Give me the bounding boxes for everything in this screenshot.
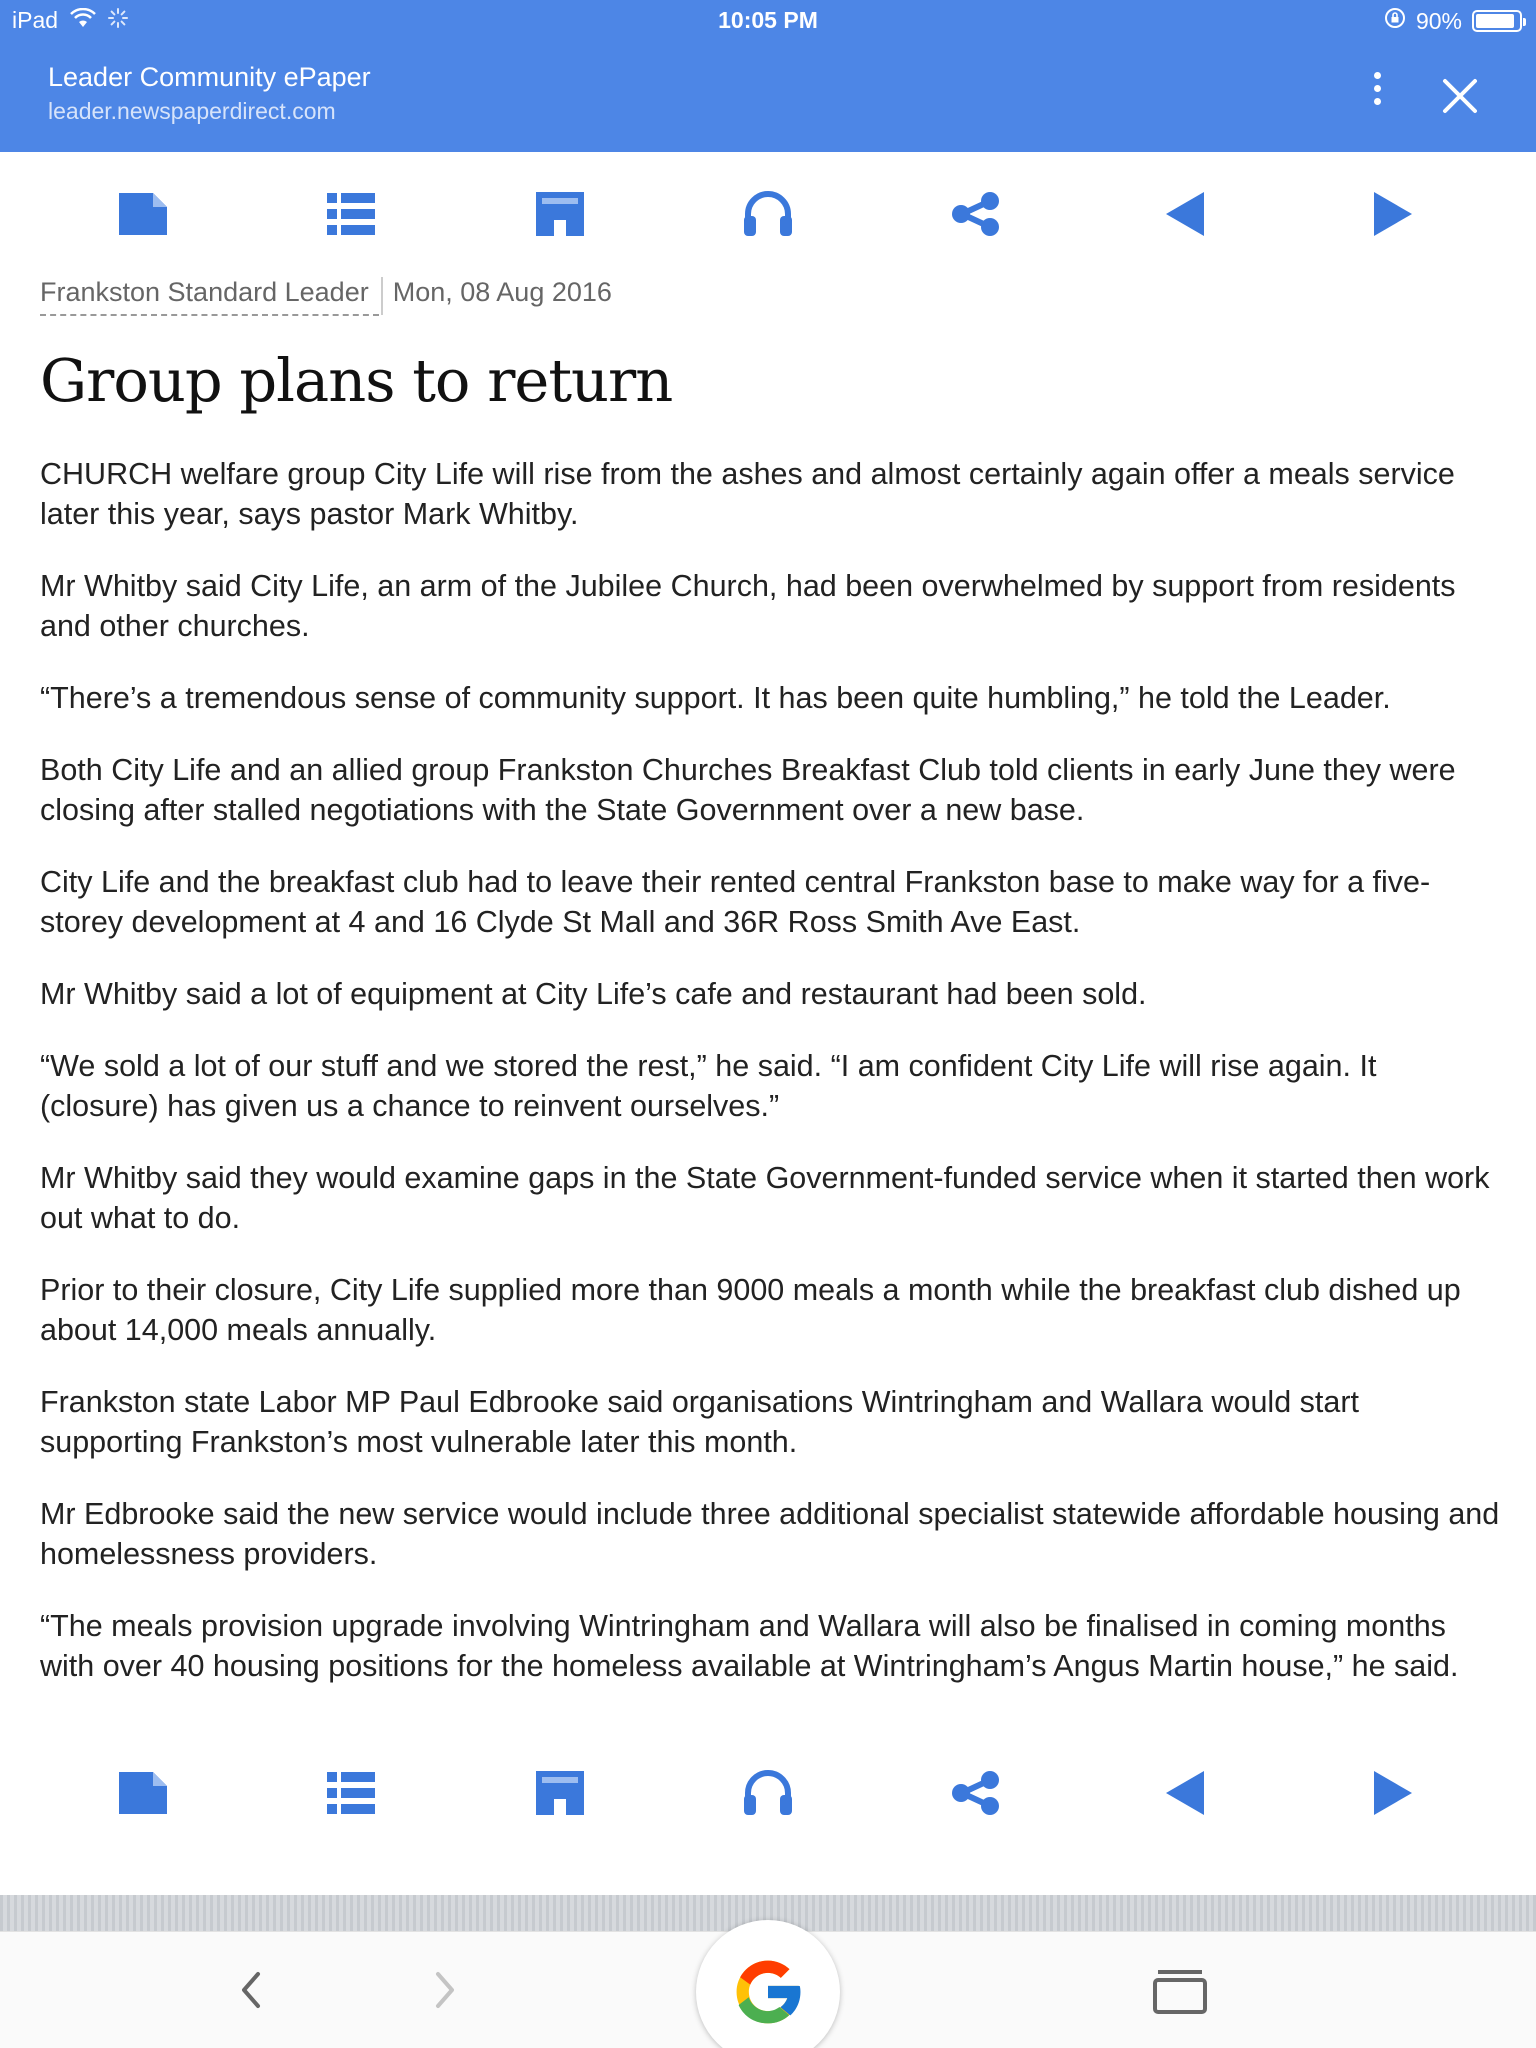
- listen-button[interactable]: [740, 186, 796, 242]
- battery-fill: [1476, 14, 1514, 28]
- close-icon: [1440, 76, 1480, 116]
- previous-arrow-icon: [1164, 190, 1206, 238]
- article-headline: Group plans to return: [40, 346, 673, 415]
- article-toolbar-bottom: [0, 1757, 1536, 1827]
- next-arrow-icon: [1372, 1769, 1414, 1817]
- article-paragraph: “The meals provision upgrade involving Wintringham and Wallara will also be finalised in coming months with over 40 housing positions for the homeless available at Wintringham’s Angus Martin house,” he said.: [40, 1609, 1459, 1683]
- status-time: 10:05 PM: [718, 7, 818, 33]
- article-paragraph: CHURCH welfare group City Life will rise from the ashes and almost certainly again offer a meals service later this year, says pastor Mark Whitby.: [40, 457, 1455, 531]
- headphones-icon: [742, 1769, 794, 1817]
- article-paragraph: City Life and the breakfast club had to leave their rented central Frankston base to make way for a five-storey development at 4 and 16 Clyde St Mall and 36R Ross Smith Ave East.: [40, 865, 1431, 939]
- save-icon: [534, 190, 586, 238]
- publication-date: Mon, 08 Aug 2016: [392, 276, 612, 307]
- save-button[interactable]: [532, 1765, 588, 1821]
- previous-article-button[interactable]: [1157, 186, 1213, 242]
- list-icon: [325, 1770, 377, 1816]
- google-icon: [727, 1951, 809, 2033]
- rotation-lock-icon: [1384, 7, 1406, 35]
- save-button[interactable]: [532, 186, 588, 242]
- close-button[interactable]: [1440, 76, 1480, 116]
- next-article-button[interactable]: [1365, 186, 1421, 242]
- forward-chevron-icon: [424, 1970, 464, 2010]
- share-icon: [950, 1770, 1002, 1816]
- share-button[interactable]: [948, 186, 1004, 242]
- article-paragraph: Prior to their closure, City Life supplied more than 9000 meals a month while the breakfast club dished up about 14,000 meals annually.: [40, 1273, 1461, 1347]
- next-article-button[interactable]: [1365, 1765, 1421, 1821]
- forward-button[interactable]: [424, 1970, 464, 2010]
- share-icon: [950, 191, 1002, 237]
- next-arrow-icon: [1372, 190, 1414, 238]
- save-icon: [534, 1769, 586, 1817]
- more-options-button[interactable]: [1362, 72, 1392, 116]
- back-chevron-icon: [232, 1970, 272, 2010]
- list-icon: [325, 191, 377, 237]
- byline-divider: [381, 277, 383, 315]
- share-button[interactable]: [948, 1765, 1004, 1821]
- article-paragraph: Both City Life and an allied group Frankston Churches Breakfast Club told clients in early June they were closing after stalled negotiations with the State Government over a new base.: [40, 753, 1456, 827]
- tabs-button[interactable]: [1152, 1968, 1208, 2014]
- headphones-icon: [742, 190, 794, 238]
- page-view-button[interactable]: [115, 186, 171, 242]
- battery-icon: [1472, 10, 1522, 32]
- previous-arrow-icon: [1164, 1769, 1206, 1817]
- article-paragraph: Mr Edbrooke said the new service would include three additional specialist statewide affordable housing and homelessness providers.: [40, 1497, 1500, 1571]
- article-paragraph: Mr Whitby said a lot of equipment at City Life’s cafe and restaurant had been sold.: [40, 977, 1147, 1011]
- status-bar: [0, 0, 1536, 42]
- list-view-button[interactable]: [323, 186, 379, 242]
- article-toolbar-top: [0, 178, 1536, 248]
- article-body: [40, 454, 1500, 1718]
- article-byline: [40, 276, 612, 316]
- publication-name[interactable]: Frankston Standard Leader: [40, 277, 379, 316]
- app-header-bar: [0, 0, 1536, 152]
- article-paragraph: Mr Whitby said City Life, an arm of the Jubilee Church, had been overwhelmed by support from residents and other churches.: [40, 569, 1456, 643]
- back-button[interactable]: [232, 1970, 272, 2010]
- app-title: Leader Community ePaper: [48, 62, 371, 92]
- page-icon: [117, 1770, 169, 1816]
- article-paragraph: Mr Whitby said they would examine gaps in the State Government-funded service when it started then work out what to do.: [40, 1161, 1490, 1235]
- page-view-button[interactable]: [115, 1765, 171, 1821]
- device-label: iPad: [12, 7, 59, 33]
- list-view-button[interactable]: [323, 1765, 379, 1821]
- article-paragraph: Frankston state Labor MP Paul Edbrooke said organisations Wintringham and Wallara would start supporting Frankston’s most vulnerable later this month.: [40, 1385, 1359, 1459]
- app-url: leader.newspaperdirect.com: [48, 98, 336, 124]
- article-paragraph: “We sold a lot of our stuff and we stored the rest,” he said. “I am confident City Life will rise again. It (closure) has given us a chance to reinvent ourselves.”: [40, 1049, 1377, 1123]
- previous-article-button[interactable]: [1157, 1765, 1213, 1821]
- page-icon: [117, 191, 169, 237]
- tabs-icon: [1152, 1968, 1208, 2014]
- listen-button[interactable]: [740, 1765, 796, 1821]
- article-paragraph: “There’s a tremendous sense of community support. It has been quite humbling,” he told the Leader.: [40, 681, 1391, 715]
- battery-percent: 90%: [1415, 7, 1462, 34]
